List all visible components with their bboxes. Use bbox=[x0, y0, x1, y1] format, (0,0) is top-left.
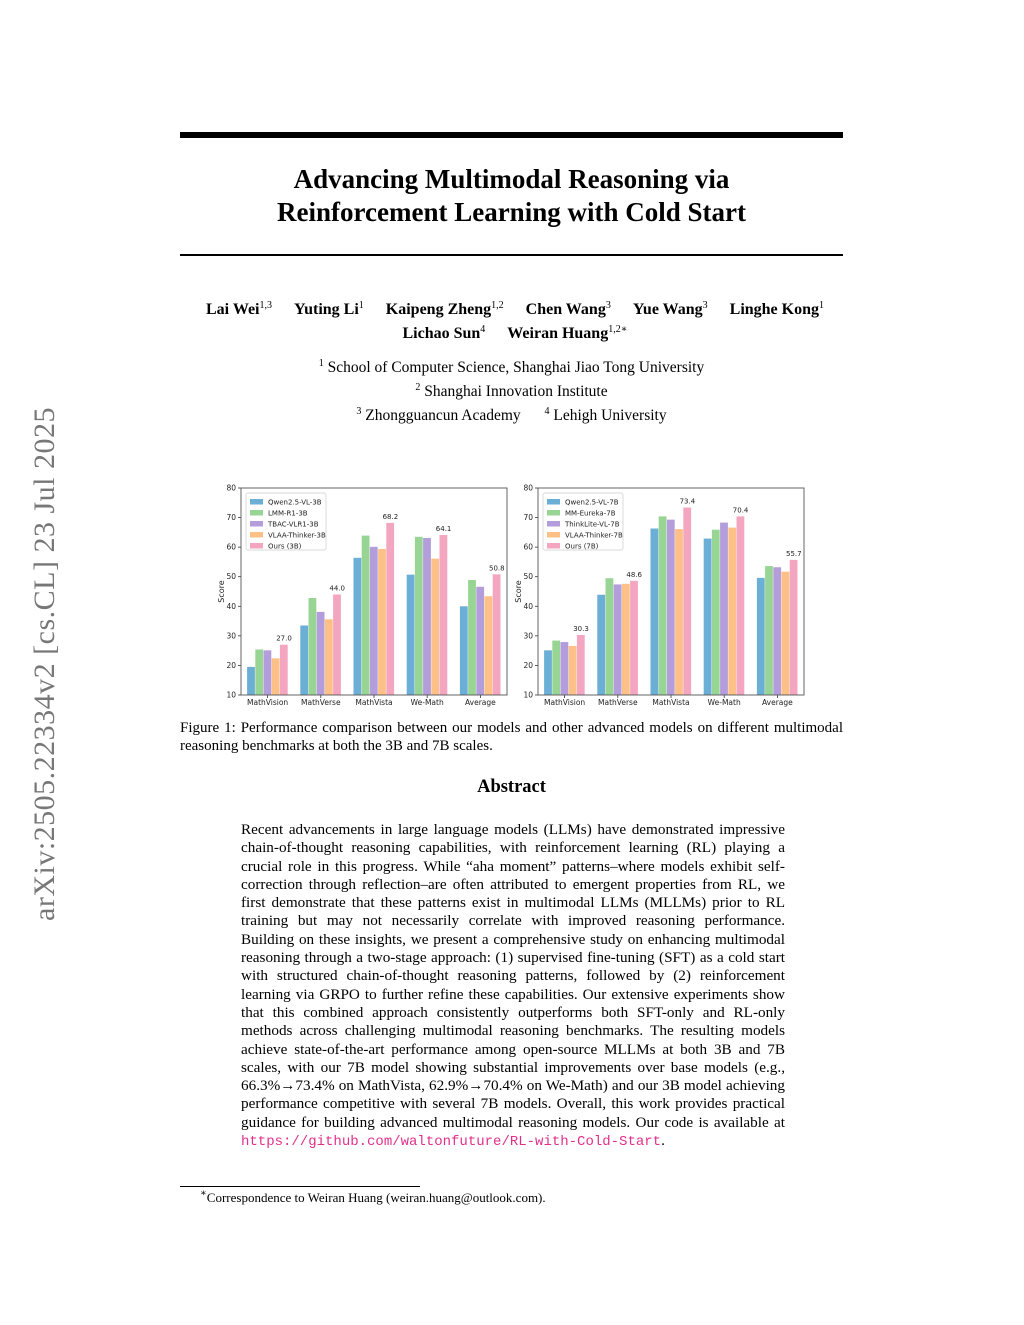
y-tick-label: 80 bbox=[523, 483, 533, 493]
bar bbox=[333, 594, 341, 695]
y-axis-label: Score bbox=[514, 580, 523, 603]
data-label: 64.1 bbox=[435, 525, 452, 534]
legend-entry: VLAA-Thinker-3B bbox=[268, 531, 326, 540]
x-tick-label: MathVista bbox=[355, 698, 393, 707]
affiliation: $^3$ Zhongguancun Academy bbox=[356, 406, 521, 424]
bar bbox=[765, 566, 773, 695]
legend bbox=[543, 493, 623, 551]
y-tick-label: 20 bbox=[226, 660, 236, 670]
y-tick-label: 20 bbox=[523, 660, 533, 670]
legend-swatch bbox=[547, 521, 560, 527]
bar bbox=[569, 646, 577, 695]
y-tick-label: 60 bbox=[523, 542, 533, 552]
legend-swatch bbox=[250, 499, 263, 505]
data-label: 30.3 bbox=[573, 624, 589, 633]
arxiv-sidebar-stamp bbox=[30, 380, 60, 948]
bar bbox=[415, 537, 423, 695]
data-label: 68.2 bbox=[382, 512, 399, 521]
legend-swatch bbox=[250, 521, 263, 527]
legend-entry: Qwen2.5-VL-3B bbox=[268, 498, 322, 507]
author: Yue Wang$^3$ bbox=[632, 300, 708, 318]
x-tick-label: Average bbox=[464, 698, 496, 707]
bar bbox=[577, 635, 585, 695]
paper-title bbox=[180, 163, 843, 229]
bar bbox=[423, 538, 431, 695]
bar bbox=[561, 642, 569, 695]
data-label: 50.8 bbox=[489, 564, 505, 573]
data-label: 48.6 bbox=[626, 570, 642, 579]
bar bbox=[544, 650, 552, 695]
bar-chart-3b-svg bbox=[215, 482, 515, 712]
legend-swatch bbox=[547, 543, 560, 549]
bar bbox=[476, 587, 484, 695]
y-tick-label: 60 bbox=[226, 542, 236, 552]
x-tick-label: We-Math bbox=[410, 698, 444, 707]
title-rule-bottom bbox=[180, 254, 843, 256]
bar bbox=[720, 523, 728, 695]
legend-entry: TBAC-VLR1-3B bbox=[268, 520, 319, 529]
bar bbox=[317, 612, 325, 695]
legend-swatch bbox=[547, 532, 560, 538]
author-list bbox=[170, 298, 860, 346]
bar bbox=[309, 598, 317, 695]
y-tick-label: 50 bbox=[523, 572, 533, 582]
affiliation: $^4$ Lehigh University bbox=[544, 406, 667, 424]
bar bbox=[712, 530, 720, 695]
legend-entry: MM-Eureka-7B bbox=[565, 509, 616, 518]
bar bbox=[362, 536, 370, 695]
affiliation-list bbox=[180, 356, 843, 428]
y-tick-label: 40 bbox=[226, 601, 236, 611]
x-tick-label: MathVision bbox=[247, 698, 289, 707]
title-rule-top bbox=[180, 132, 843, 138]
bar bbox=[460, 606, 468, 695]
legend-swatch bbox=[547, 499, 560, 505]
bar bbox=[737, 516, 745, 695]
x-tick-label: MathVista bbox=[652, 698, 690, 707]
bar bbox=[651, 529, 659, 695]
bar bbox=[667, 520, 675, 695]
bar bbox=[431, 559, 439, 695]
legend-entry: VLAA-Thinker-7B bbox=[565, 531, 623, 540]
data-label: 44.0 bbox=[329, 584, 345, 593]
data-label: 55.7 bbox=[786, 549, 802, 558]
abstract-text: Recent advancements in large language models (LLMs) have demonstrated impressive chain-of-thought reasoning capabilities, with reinforcement learning (RL) playing a crucial role in this progress. While “aha moment” patterns–where models exhibit self-correction through reflection–are often attributed to emergent properties from RL, we first demonstrate that these patterns exist in multimodal LLMs (MLLMs) prior to RL training but may not necessarily correlate with improved reasoning performance. Building on these insights, we present a comprehensive study on enhancing multimodal reasoning through a two-stage approach: (1) supervised fine-tuning (SFT) as a cold start with structured chain-of-thought reasoning patterns, followed by (2) reinforcement learning via GRPO to further refine these capabilities. Our extensive experiments show that this combined approach consistently outperforms both SFT-only and RL-only methods across challenging multimodal reasoning benchmarks. The resulting models achieve state-of-the-art performance among open-source MLLMs at both 3B and 7B scales, with our 7B model showing substantial improvements over base models (e.g., 66.3%→73.4% on MathVista, 62.9%→70.4% on We-Math) and our 3B model achieving performance competitive with several 7B models. Overall, this work provides practical guidance for building advanced multimodal reasoning models. Our code is available at bbox=[241, 821, 785, 1131]
x-tick-label: MathVerse bbox=[598, 698, 638, 707]
bar bbox=[386, 523, 394, 695]
legend-entry: Ours (7B) bbox=[565, 542, 599, 551]
bar bbox=[606, 578, 614, 695]
y-tick-label: 50 bbox=[226, 572, 236, 582]
bar bbox=[782, 572, 790, 695]
author: Lai Wei$^{1,3}$ bbox=[206, 300, 272, 318]
bar bbox=[728, 528, 736, 695]
author: Weiran Huang$^{1,2∗}$ bbox=[507, 324, 628, 342]
abstract-end: . bbox=[661, 1132, 665, 1150]
affiliation: $^1$ School of Computer Science, Shanghai Jiao Tong University bbox=[318, 358, 705, 376]
bar bbox=[790, 560, 798, 695]
y-tick-label: 30 bbox=[226, 631, 236, 641]
author: Lichao Sun$^4$ bbox=[402, 324, 486, 342]
author: Chen Wang$^3$ bbox=[525, 300, 611, 318]
bar bbox=[440, 535, 448, 695]
data-label: 73.4 bbox=[679, 497, 696, 506]
legend-swatch bbox=[250, 532, 263, 538]
y-axis-label: Score bbox=[217, 580, 226, 603]
bar bbox=[407, 575, 415, 695]
data-label: 70.4 bbox=[732, 506, 749, 515]
legend-swatch bbox=[547, 510, 560, 516]
bar bbox=[704, 539, 712, 695]
bar bbox=[757, 578, 765, 695]
title-line-2: Reinforcement Learning with Cold Start bbox=[277, 197, 746, 227]
bar bbox=[280, 645, 288, 695]
x-tick-label: Average bbox=[761, 698, 793, 707]
bar-chart-7b bbox=[512, 482, 812, 712]
bar bbox=[354, 558, 362, 695]
bar bbox=[597, 595, 605, 695]
title-line-1: Advancing Multimodal Reasoning via bbox=[293, 164, 730, 194]
author: Yuting Li$^1$ bbox=[294, 300, 364, 318]
bar bbox=[675, 529, 683, 695]
bar bbox=[264, 650, 272, 695]
legend bbox=[246, 493, 326, 551]
y-tick-label: 70 bbox=[226, 513, 236, 523]
y-tick-label: 40 bbox=[523, 601, 533, 611]
bar bbox=[630, 581, 638, 695]
bar bbox=[378, 549, 386, 695]
arxiv-id: arXiv:2505.22334v2 [cs.CL] 23 Jul 2025 bbox=[28, 407, 61, 921]
code-link[interactable]: https://github.com/waltonfuture/RL-with-Cold-Start bbox=[241, 1134, 662, 1151]
bar bbox=[272, 658, 280, 695]
bar bbox=[659, 516, 667, 695]
x-tick-label: MathVerse bbox=[301, 698, 341, 707]
data-label: 27.0 bbox=[276, 634, 292, 643]
legend-entry: ThinkLite-VL-7B bbox=[565, 520, 620, 529]
y-tick-label: 30 bbox=[523, 631, 533, 641]
bar bbox=[683, 508, 691, 695]
abstract-body bbox=[241, 821, 785, 1151]
footnote-rule bbox=[180, 1186, 420, 1187]
affiliation: $^2$ Shanghai Innovation Institute bbox=[415, 382, 608, 400]
x-tick-label: MathVision bbox=[544, 698, 586, 707]
legend-swatch bbox=[250, 543, 263, 549]
bar bbox=[300, 626, 308, 695]
bar-chart-7b-svg bbox=[512, 482, 812, 712]
figure-caption: Figure 1: Performance comparison between our models and other advanced models on different multimodal reasoning benchmarks at both the 3B and 7B scales. bbox=[180, 720, 843, 754]
y-tick-label: 10 bbox=[226, 690, 236, 700]
bar-chart-3b bbox=[215, 482, 515, 712]
author: Linghe Kong$^1$ bbox=[729, 300, 824, 318]
legend-entry: Ours (3B) bbox=[268, 542, 302, 551]
footnote-text: Correspondence to Weiran Huang (weiran.huang@outlook.com). bbox=[206, 1190, 546, 1205]
y-tick-label: 70 bbox=[523, 513, 533, 523]
bar bbox=[614, 584, 622, 695]
author: Kaipeng Zheng$^{1,2}$ bbox=[385, 300, 504, 318]
bar bbox=[485, 596, 493, 695]
footnote-mark: ∗ bbox=[200, 1188, 207, 1199]
footnote bbox=[200, 1190, 840, 1206]
legend-entry: LMM-R1-3B bbox=[268, 509, 308, 518]
bar bbox=[370, 547, 378, 695]
legend-swatch bbox=[250, 510, 263, 516]
bar bbox=[773, 567, 781, 695]
y-tick-label: 10 bbox=[523, 690, 533, 700]
bar bbox=[622, 584, 630, 695]
bar bbox=[247, 667, 255, 695]
bar bbox=[552, 641, 560, 695]
bar bbox=[493, 574, 501, 695]
bar bbox=[255, 649, 263, 695]
abstract-heading: Abstract bbox=[477, 777, 546, 797]
bar bbox=[468, 580, 476, 695]
x-tick-label: We-Math bbox=[707, 698, 741, 707]
bar bbox=[325, 619, 333, 695]
y-tick-label: 80 bbox=[226, 483, 236, 493]
legend-entry: Qwen2.5-VL-7B bbox=[565, 498, 619, 507]
